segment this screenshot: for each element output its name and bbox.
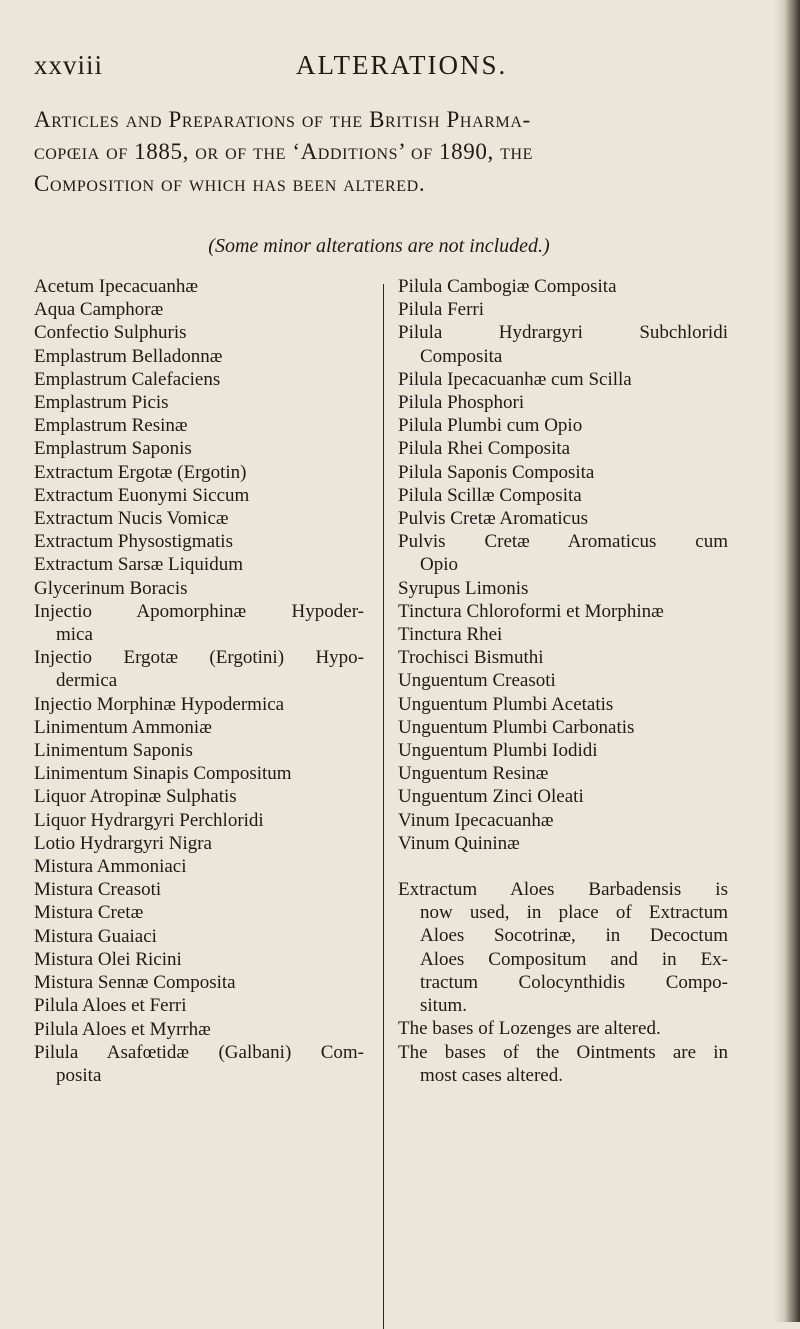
preparation-entry: [398, 739, 728, 762]
preparation-entry: [34, 553, 364, 576]
entry-line: Pulvis Cretæ Aromaticus: [398, 508, 588, 530]
preparation-entry: [34, 809, 364, 832]
preparation-entry: [34, 1018, 364, 1041]
entry-line: Linimentum Sinapis Compositum: [34, 763, 292, 785]
preparation-entry: [34, 461, 364, 484]
alteration-note: [398, 1017, 728, 1040]
preparation-entry: [34, 298, 364, 321]
preparation-entry: [34, 321, 364, 344]
entry-line: Extractum Nucis Vomicæ: [34, 508, 229, 530]
minor-alterations-note: (Some minor alterations are not included.): [208, 235, 550, 257]
entry-line: Extractum Ergotæ (Ergotin): [34, 461, 247, 483]
preparation-entry: [398, 600, 728, 623]
preparation-entry: [398, 809, 728, 832]
entry-line: Lotio Hydrargyri Nigra: [34, 832, 212, 854]
note-line: tractum Colocynthidis Compo-: [420, 971, 728, 993]
preparation-entry: [34, 368, 364, 391]
preparation-entry: [34, 994, 364, 1017]
preparation-entry: [34, 600, 364, 646]
entry-line: Confectio Sulphuris: [34, 322, 187, 344]
preparation-entry: [34, 855, 364, 878]
preparation-entry: [34, 391, 364, 414]
preparation-entry: [34, 530, 364, 553]
note-line: Aloes Compositum and in Ex-: [420, 948, 728, 970]
preparation-entry: [34, 878, 364, 901]
entry-line: Pilula Aloes et Myrrhæ: [34, 1018, 211, 1040]
preparation-entry: [398, 716, 728, 739]
preparation-entry: [34, 693, 364, 716]
preparation-entry: [34, 901, 364, 924]
preparation-entry: [34, 507, 364, 530]
preparation-entry: [34, 345, 364, 368]
section-heading: [34, 104, 734, 200]
heading-line-1: Articles and Preparations of the British Pharma-: [34, 107, 531, 132]
entry-line: Pilula Cambogiæ Composita: [398, 276, 617, 297]
entry-line: Syrupus Limonis: [398, 577, 529, 599]
entry-line: dermica: [56, 670, 118, 692]
note-line: most cases altered.: [420, 1064, 563, 1086]
preparation-entry: [34, 1041, 364, 1087]
note-line: The bases of the Ointments are in: [398, 1041, 728, 1063]
entry-line: Liquor Atropinæ Sulphatis: [34, 786, 237, 808]
entry-line: Emplastrum Calefaciens: [34, 368, 221, 390]
heading-line-3: Composition of which has been altered.: [34, 171, 426, 196]
entry-line: Injectio Ergotæ (Ergotini) Hypo-: [34, 647, 364, 669]
entry-line: mica: [56, 624, 93, 646]
entry-line: Liquor Hydrargyri Perchloridi: [34, 809, 264, 831]
entry-line: Emplastrum Picis: [34, 392, 169, 414]
entry-line: Glycerinum Boracis: [34, 577, 188, 599]
column-bracket: [383, 284, 385, 1329]
running-head: [34, 50, 754, 84]
page-edge-shadow: [774, 0, 800, 1322]
entry-line: Extractum Euonymi Siccum: [34, 484, 250, 506]
preparation-entry: [34, 437, 364, 460]
preparation-entry: [34, 716, 364, 739]
entry-line: Unguentum Creasoti: [398, 670, 556, 692]
left-column-list: [34, 275, 364, 1087]
entry-line: Unguentum Zinci Oleati: [398, 786, 584, 808]
preparation-entry: [34, 484, 364, 507]
note-line: Extractum Aloes Barbadensis is: [398, 879, 728, 901]
page-number: xxviii: [34, 50, 104, 80]
entry-line: Unguentum Plumbi Acetatis: [398, 693, 614, 715]
entry-line: Unguentum Resinæ: [398, 763, 549, 785]
preparation-entry: [398, 461, 728, 484]
entry-line: Pilula Scillæ Composita: [398, 484, 582, 506]
preparation-entry: [34, 739, 364, 762]
entry-line: Injectio Apomorphinæ Hypoder-: [34, 600, 364, 622]
note-line: now used, in place of Extractum: [420, 902, 728, 924]
right-column-list: [398, 275, 728, 1087]
preparation-entry: [398, 507, 728, 530]
running-title: ALTERATIONS.: [296, 50, 508, 80]
preparation-entry: [398, 785, 728, 808]
entry-line: Mistura Olei Ricini: [34, 948, 182, 970]
entry-line: Tinctura Chloroformi et Morphinæ: [398, 600, 664, 622]
entry-line: Emplastrum Resinæ: [34, 415, 188, 437]
preparation-entry: [34, 785, 364, 808]
alteration-note: [398, 1041, 728, 1087]
heading-line-2: copœia of 1885, or of the ‘Additions’ of 1890, the: [34, 139, 534, 164]
preparation-entry: [398, 391, 728, 414]
preparation-entry: [34, 762, 364, 785]
note-line: Aloes Socotrinæ, in Decoctum: [420, 925, 728, 947]
entry-line: Pilula Hydrargyri Subchloridi: [398, 322, 728, 344]
preparation-entry: [34, 577, 364, 600]
entry-line: Mistura Guaiaci: [34, 925, 157, 947]
preparation-entry: [398, 669, 728, 692]
entry-line: Tinctura Rhei: [398, 624, 503, 646]
preparation-entry: [398, 693, 728, 716]
preparation-entry: [398, 414, 728, 437]
entry-line: Pilula Asafœtidæ (Galbani) Com-: [34, 1041, 364, 1063]
entry-line: Mistura Ammoniaci: [34, 856, 187, 878]
entry-line: Injectio Morphinæ Hypodermica: [34, 693, 285, 715]
entry-line: Linimentum Saponis: [34, 740, 193, 762]
preparation-entry: [398, 368, 728, 391]
preparation-entry: [398, 762, 728, 785]
preparation-entry: [34, 646, 364, 692]
entry-line: Pilula Saponis Composita: [398, 461, 595, 483]
entry-line: Vinum Quininæ: [398, 832, 520, 854]
note-line: The bases of Lozenges are altered.: [398, 1018, 661, 1040]
entry-line: Composita: [420, 345, 503, 367]
entry-line: Emplastrum Belladonnæ: [34, 345, 223, 367]
right-column-entries: [398, 275, 728, 855]
alteration-note: [398, 878, 728, 1017]
preparation-entry: [398, 484, 728, 507]
entry-line: Mistura Cretæ: [34, 902, 144, 924]
preparation-entry: [34, 948, 364, 971]
preparation-entry: [398, 646, 728, 669]
entry-line: Pilula Ipecacuanhæ cum Scilla: [398, 368, 632, 390]
entry-line: Extractum Physostigmatis: [34, 531, 233, 553]
preparation-entry: [398, 321, 728, 367]
entry-line: Trochisci Bismuthi: [398, 647, 544, 669]
preparation-entry: [398, 298, 728, 321]
entry-line: Linimentum Ammoniæ: [34, 716, 212, 738]
note-line: situm.: [420, 995, 467, 1017]
preparation-entry: [398, 577, 728, 600]
preparation-entry: [34, 414, 364, 437]
entry-line: Pilula Ferri: [398, 299, 485, 321]
preparation-entry: [34, 275, 364, 298]
entry-line: Mistura Creasoti: [34, 879, 162, 901]
entry-line: Mistura Sennæ Composita: [34, 972, 236, 994]
entry-line: Extractum Sarsæ Liquidum: [34, 554, 243, 576]
entry-line: Pilula Phosphori: [398, 392, 525, 414]
entry-line: Acetum Ipecacuanhæ: [34, 276, 199, 297]
preparation-entry: [398, 530, 728, 576]
preparation-entry: [398, 623, 728, 646]
entry-line: Opio: [420, 554, 458, 576]
preparation-entry: [34, 971, 364, 994]
entry-line: Pilula Rhei Composita: [398, 438, 571, 460]
preparation-entry: [34, 925, 364, 948]
preparation-entry: [398, 437, 728, 460]
entry-line: Unguentum Plumbi Iodidi: [398, 740, 598, 762]
entry-line: Pilula Aloes et Ferri: [34, 995, 187, 1017]
entry-line: posita: [56, 1064, 102, 1086]
preparation-entry: [398, 832, 728, 855]
entry-line: Aqua Camphoræ: [34, 299, 164, 321]
preparation-entry: [398, 275, 728, 298]
notes-block: [398, 878, 728, 1087]
entry-line: Pilula Plumbi cum Opio: [398, 415, 583, 437]
preparation-entry: [34, 832, 364, 855]
entry-line: Pulvis Cretæ Aromaticus cum: [398, 531, 728, 553]
entry-line: Unguentum Plumbi Carbonatis: [398, 716, 635, 738]
entry-line: Vinum Ipecacuanhæ: [398, 809, 554, 831]
entry-line: Emplastrum Saponis: [34, 438, 192, 460]
